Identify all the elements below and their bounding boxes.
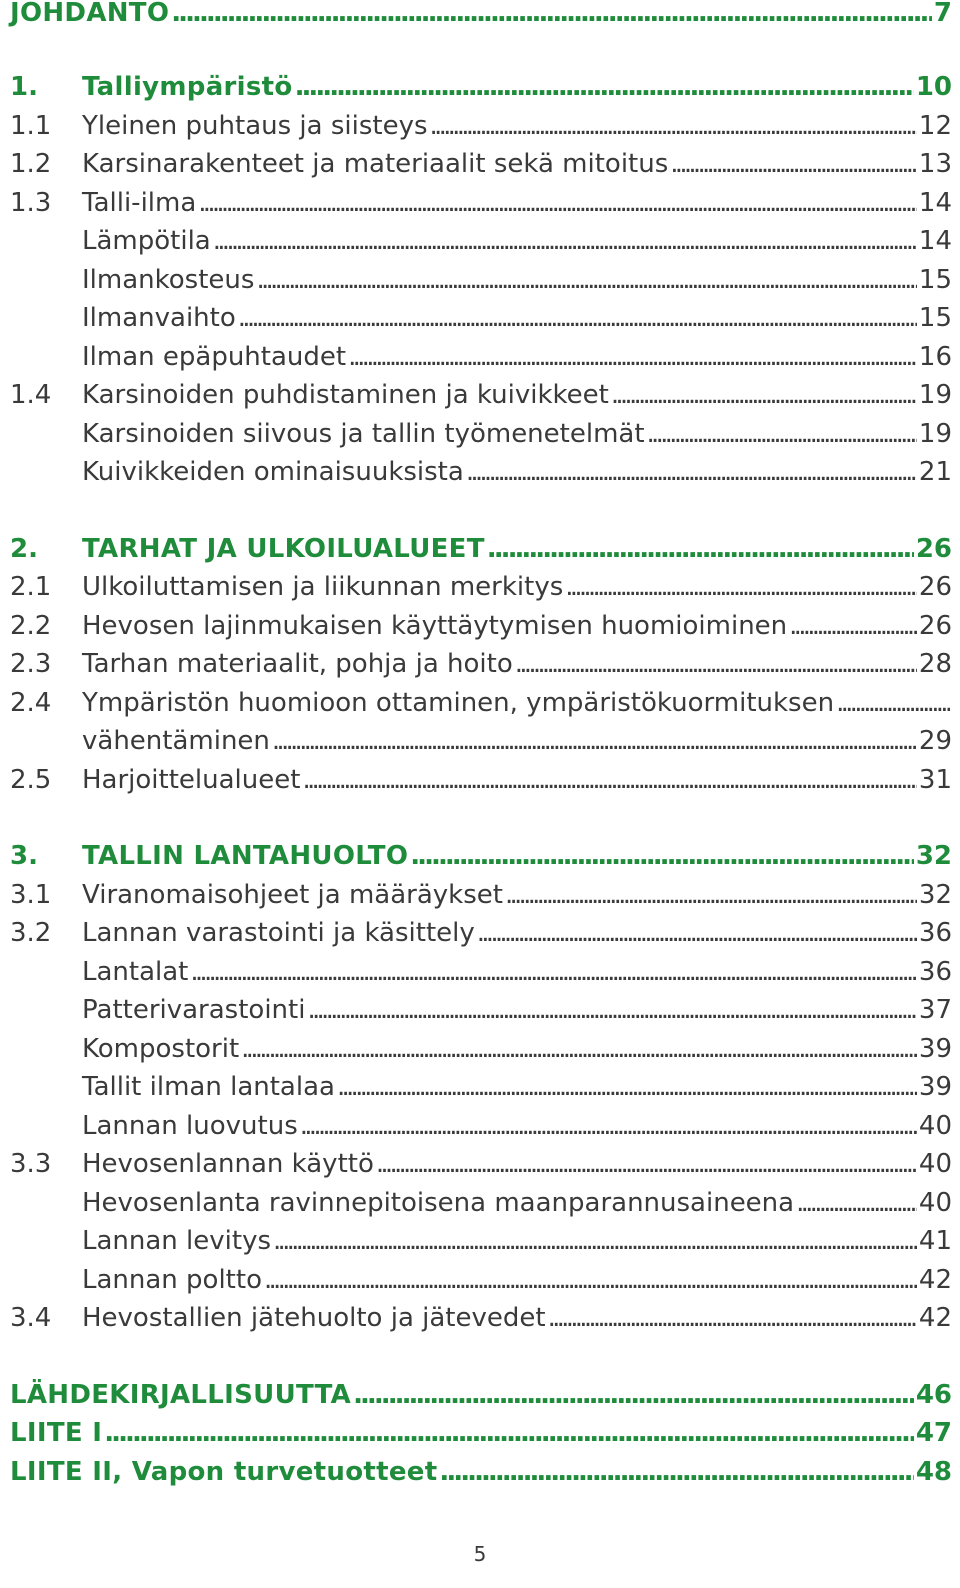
toc-entry [10, 70, 952, 104]
toc-entry [10, 1186, 952, 1220]
toc-entry-number: 1.3 [10, 188, 52, 218]
toc-entry-page: 15 [918, 265, 952, 295]
dot-leader [430, 109, 917, 143]
dot-leader [171, 0, 932, 30]
dot-leader [611, 378, 917, 412]
dot-leader [300, 1109, 917, 1143]
toc-entry [10, 301, 952, 335]
toc-entry [10, 609, 952, 643]
toc-entry [10, 1224, 952, 1258]
toc-entry-page: 10 [915, 72, 952, 102]
toc-entry-number: 1. [10, 72, 38, 102]
toc-entry-page: 19 [918, 380, 952, 410]
dot-leader [337, 1070, 917, 1104]
toc-entry-title: Talliympäristö [82, 72, 293, 102]
toc-entry-page: 13 [918, 149, 952, 179]
toc-entry-title: TARHAT JA ULKOILUALUEET [82, 534, 485, 564]
dot-leader [477, 916, 917, 950]
toc-entry-title: Hevostallien jätehuolto ja jätevedet [82, 1303, 546, 1333]
toc-entry-title: Harjoittelualueet [82, 765, 301, 795]
toc-entry-page: 16 [918, 342, 952, 372]
dot-leader [190, 955, 917, 989]
toc-entry-page: 40 [918, 1149, 952, 1179]
toc-entry-title: Talli-ilma [82, 188, 197, 218]
toc-entry-page: 39 [918, 1034, 952, 1064]
toc-entry [10, 263, 952, 297]
toc-entry-title: JOHDANTO [10, 0, 170, 28]
dot-leader [213, 224, 917, 258]
toc-entry-page: 12 [918, 111, 952, 141]
toc-entry-page: 26 [918, 611, 952, 641]
toc-entry-number: 3.4 [10, 1303, 52, 1333]
toc-entry-page: 42 [918, 1303, 952, 1333]
toc-entry-title: Lantalat [82, 957, 189, 987]
toc-entry [10, 647, 952, 681]
toc-entry-page: 15 [918, 303, 952, 333]
dot-leader [353, 1378, 914, 1412]
toc-entry [10, 1070, 952, 1104]
toc-entry-title: Ympäristön huomioon ottaminen, ympäristökuormituksen [82, 688, 835, 718]
toc-entry-page: 36 [918, 918, 952, 948]
dot-leader [410, 839, 914, 873]
dot-leader [466, 455, 917, 489]
toc-entry [10, 686, 952, 720]
toc-entry-page: 39 [918, 1072, 952, 1102]
toc-entry [10, 763, 952, 797]
toc-entry-title: Lannan poltto [82, 1265, 262, 1295]
toc-entry [10, 147, 952, 181]
toc-entry-title: Lannan levitys [82, 1226, 272, 1256]
dot-leader [256, 263, 916, 297]
dot-leader [348, 340, 917, 374]
toc-entry [10, 1416, 952, 1450]
toc-entry-title: Hevosen lajinmukaisen käyttäytymisen huomioiminen [82, 611, 788, 641]
toc-entry-page: 42 [918, 1265, 952, 1295]
toc-entry-title: Hevosenlannan käyttö [82, 1149, 374, 1179]
toc-entry-title: Karsinoiden puhdistaminen ja kuivikkeet [82, 380, 609, 410]
toc-entry-page: 40 [918, 1188, 952, 1218]
toc-entry-number: 2.2 [10, 611, 52, 641]
toc-entry-title: Hevosenlanta ravinnepitoisena maanparannusaineena [82, 1188, 795, 1218]
dot-leader [565, 570, 917, 604]
toc-entry-number: 3.1 [10, 880, 52, 910]
toc-entry [10, 916, 952, 950]
toc-entry-title: Kompostorit [82, 1034, 240, 1064]
toc-entry [10, 1109, 952, 1143]
toc-entry-page: 26 [915, 534, 952, 564]
toc-entry-page: 21 [918, 457, 952, 487]
toc-entry-page: 28 [918, 649, 952, 679]
toc-entry [10, 109, 952, 143]
toc-entry-title: Lannan luovutus [82, 1111, 298, 1141]
toc-entry-title: TALLIN LANTAHUOLTO [82, 841, 409, 871]
toc-entry-page: 7 [933, 0, 952, 28]
toc-entry [10, 993, 952, 1027]
page-number: 5 [473, 1542, 487, 1566]
toc-entry-number: 2.5 [10, 765, 52, 795]
toc-entry-title: Lämpötila [82, 226, 211, 256]
toc-entry-page: 19 [918, 419, 952, 449]
toc-entry-number: 1.4 [10, 380, 52, 410]
toc-entry [10, 1263, 952, 1297]
dot-leader [198, 186, 917, 220]
toc-entry [10, 878, 952, 912]
toc-entry [10, 955, 952, 989]
toc-entry-page: 26 [918, 572, 952, 602]
toc-entry [10, 340, 952, 374]
toc-entry-page: 29 [918, 726, 952, 756]
dot-leader [796, 1186, 917, 1220]
toc-entry-page: 32 [918, 880, 952, 910]
toc-entry [10, 1147, 952, 1181]
toc-entry [10, 417, 952, 451]
dot-leader [505, 878, 917, 912]
toc-entry-number: 3.2 [10, 918, 52, 948]
toc-entry-title: Ulkoiluttamisen ja liikunnan merkitys [82, 572, 564, 602]
dot-leader [647, 417, 917, 451]
toc-entry [10, 532, 952, 566]
dot-leader [241, 1032, 917, 1066]
toc-entry-title: LIITE II, Vapon turvetuotteet [10, 1457, 438, 1487]
dot-leader [238, 301, 917, 335]
toc-entry-number: 2.3 [10, 649, 52, 679]
dot-leader [302, 763, 916, 797]
toc-entry [10, 186, 952, 220]
dot-leader [439, 1455, 913, 1489]
toc-entry-title: LIITE I [10, 1418, 103, 1448]
dot-leader [104, 1416, 914, 1450]
toc-entry [10, 224, 952, 258]
toc-entry [10, 0, 952, 30]
toc-entry-page: 47 [915, 1418, 952, 1448]
toc-entry-number: 2.1 [10, 572, 52, 602]
dot-leader [789, 609, 917, 643]
toc-entry-title: Lannan varastointi ja käsittely [82, 918, 475, 948]
toc-entry-number: 1.2 [10, 149, 52, 179]
dot-leader [487, 532, 914, 566]
toc-entry-title: Tarhan materiaalit, pohja ja hoito [82, 649, 513, 679]
toc-entry [10, 839, 952, 873]
toc-entry-number: 1.1 [10, 111, 52, 141]
toc-entry-title: Ilmankosteus [82, 265, 255, 295]
toc-entry-title: vähentäminen [82, 726, 270, 756]
toc-entry [10, 1455, 952, 1489]
dot-leader [836, 686, 950, 720]
toc-entry-page: 40 [918, 1111, 952, 1141]
dot-leader [295, 70, 914, 104]
dot-leader [515, 647, 917, 681]
toc-entry-title: LÄHDEKIRJALLISUUTTA [10, 1380, 352, 1410]
dot-leader [307, 993, 916, 1027]
toc-entry-page: 41 [918, 1226, 952, 1256]
toc-entry [10, 378, 952, 412]
dot-leader [376, 1147, 917, 1181]
toc-entry-title: Viranomaisohjeet ja määräykset [82, 880, 503, 910]
toc-entry-page: 14 [918, 188, 952, 218]
toc-entry [10, 570, 952, 604]
toc-entry-number: 2. [10, 534, 38, 564]
toc-entry-title: Karsinoiden siivous ja tallin työmenetelmät [82, 419, 645, 449]
toc-entry [10, 1301, 952, 1335]
toc-entry-title: Ilman epäpuhtaudet [82, 342, 347, 372]
toc-entry-page: 32 [915, 841, 952, 871]
toc-entry-page: 14 [918, 226, 952, 256]
toc-entry [10, 1378, 952, 1412]
dot-leader [670, 147, 917, 181]
toc-entry-page: 46 [915, 1380, 952, 1410]
toc-entry-title: Kuivikkeiden ominaisuuksista [82, 457, 464, 487]
toc-entry [10, 724, 952, 758]
toc-entry [10, 455, 952, 489]
toc-entry [10, 1032, 952, 1066]
toc-entry-number: 3.3 [10, 1149, 52, 1179]
toc-entry-number: 3. [10, 841, 38, 871]
toc-entry-number: 2.4 [10, 688, 52, 718]
toc-entry-page: 48 [915, 1457, 952, 1487]
dot-leader [264, 1263, 917, 1297]
toc-entry-page: 31 [918, 765, 952, 795]
toc-entry-title: Tallit ilman lantalaa [82, 1072, 335, 1102]
dot-leader [548, 1301, 917, 1335]
toc-entry-title: Karsinarakenteet ja materiaalit sekä mitoitus [82, 149, 669, 179]
dot-leader [273, 1224, 917, 1258]
toc-entry-title: Yleinen puhtaus ja siisteys [82, 111, 428, 141]
toc-entry-page: 37 [918, 995, 952, 1025]
toc-entry-title: Ilmanvaihto [82, 303, 236, 333]
toc-entry-page: 36 [918, 957, 952, 987]
dot-leader [272, 724, 917, 758]
toc-entry-title: Patterivarastointi [82, 995, 306, 1025]
